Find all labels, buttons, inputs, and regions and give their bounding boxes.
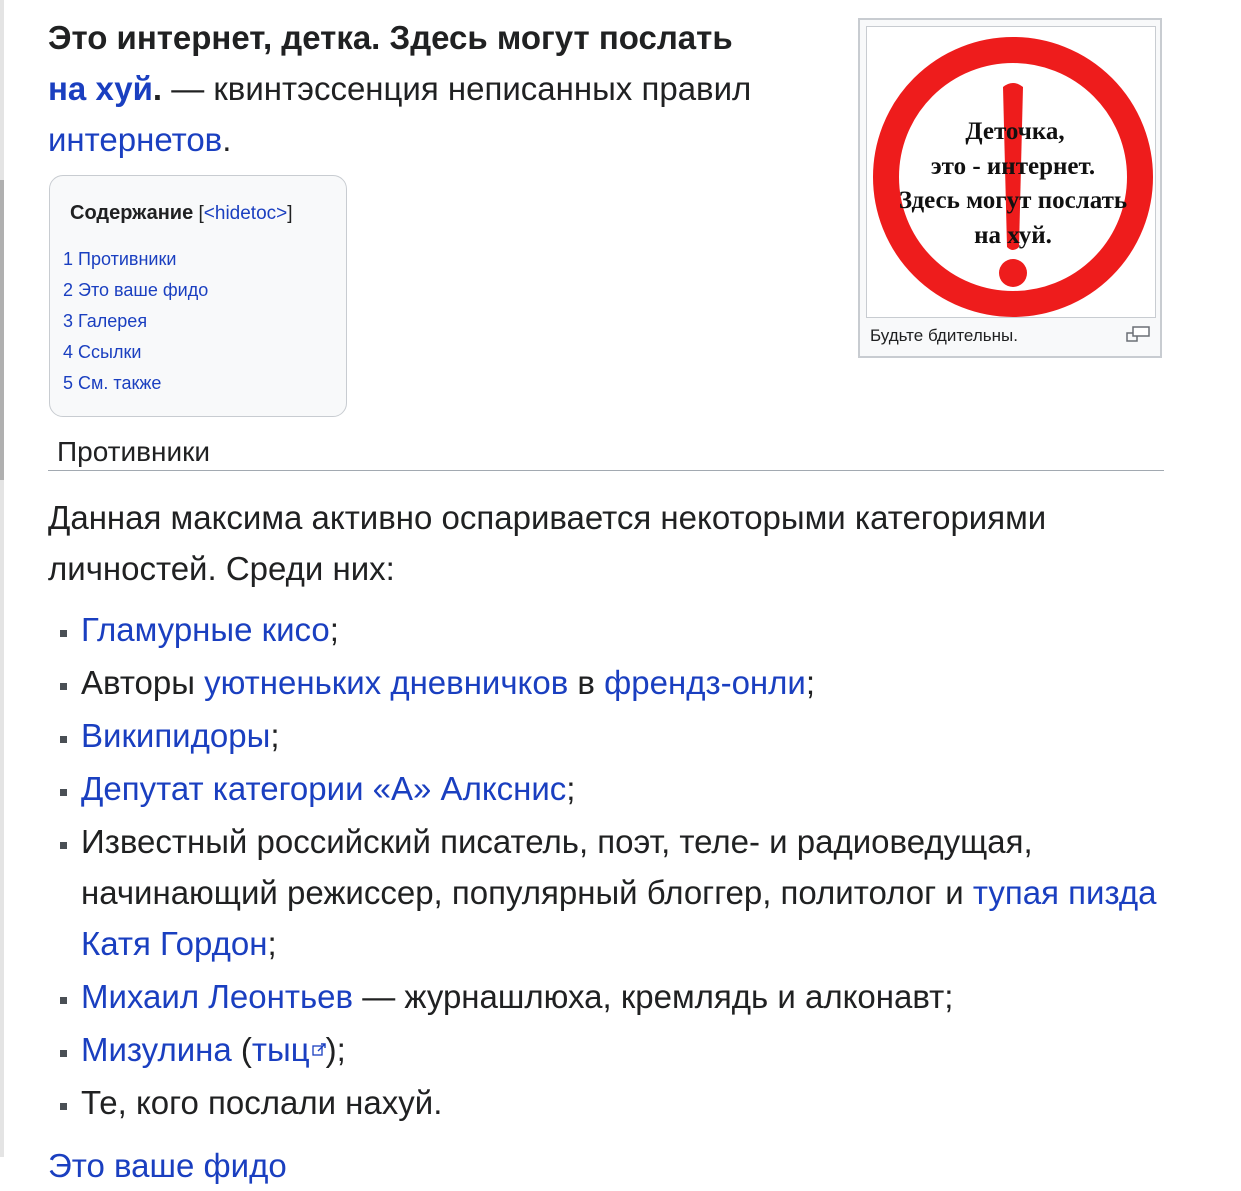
sign-line-3: Здесь могут послать [898,187,1128,214]
toc-item[interactable]: 5 См. также [63,373,162,393]
toc-title-row: Содержание [<hidetoc>] [70,202,293,224]
toc-hide-link[interactable]: <hidetoc> [203,203,288,224]
list-item-text: ( [231,1031,252,1068]
list-item [60,971,1170,1022]
toc-title: Содержание [70,202,194,224]
intro-end: . [222,121,232,158]
bullet-marker [60,842,67,849]
list-item [60,657,1170,708]
left-scroll-indicator [0,180,4,480]
toc-item[interactable]: 2 Это ваше фидо [63,280,209,300]
list-item [60,604,1170,655]
intro-paragraph [48,12,828,165]
external-link-icon[interactable] [312,1043,326,1057]
list-item-link[interactable]: тыц [251,1031,310,1068]
list-item-link[interactable]: уютненьких дневничков [204,664,569,701]
toc-item[interactable]: 1 Противники [63,249,177,269]
table-of-contents [49,175,347,417]
magnify-icon[interactable] [1126,326,1150,342]
list-item-text: Те, кого послали нахуй. [81,1084,443,1121]
left-scroll-edge [0,0,4,1157]
toc-list [63,244,208,399]
intro-bold-text: Это интернет, детка. Здесь могут послать [48,19,733,56]
list-item-link[interactable]: Гламурные кисо [81,611,330,648]
list-item-text: ; [805,664,816,701]
intro-bold-end: . [152,70,163,107]
list-item-text: в [568,664,605,701]
bullet-marker [60,789,67,796]
list-item-link[interactable]: Википидоры [81,717,271,754]
list-item [60,710,1170,761]
thumbnail-image[interactable] [866,26,1156,318]
list-item-text: ; [270,717,280,754]
list-item-text: — журнашлюха, кремлядь и алконавт; [353,978,954,1015]
bullet-marker [60,630,67,637]
thumbnail-frame [858,18,1162,358]
list-item [60,1077,1170,1128]
list-item-link[interactable]: Депутат категории «А» Алкснис [81,770,567,807]
list-item-link[interactable]: тупая пизда Катя Гордон [81,874,1157,962]
bullet-marker [60,683,67,690]
toc-item[interactable]: 3 Галерея [63,311,148,331]
list-item [60,763,1170,814]
list-item [60,1024,1170,1075]
list-item-link[interactable]: Михаил Леонтьев [81,978,354,1015]
bullet-marker [60,1050,67,1057]
bullet-marker [60,1103,67,1110]
list-item-text: Известный российский писатель, поэт, теле- и радиоведущая, начинающий режиссер, популярный блоггер, политолог и [81,823,1033,911]
sign-line-2: это - интернет. [930,153,1096,180]
list-item-text: Авторы [81,664,205,701]
list-item-text: ; [566,770,576,807]
warning-sign-image [867,27,1156,318]
section-heading [48,433,1164,471]
cut-off-link[interactable]: Это ваше фидо [48,1147,287,1184]
thumbnail-caption: Будьте бдительны. [870,326,1018,345]
intro-internet-link[interactable]: интернетов [48,121,223,158]
intro-dash-text: — квинтэссенция неписанных правил [162,70,752,107]
toc-item[interactable]: 4 Ссылки [63,342,142,362]
list-item-text: ; [267,925,277,962]
bullet-marker [60,997,67,1004]
opponents-list [60,604,1170,1130]
list-item-link[interactable]: френдз-онли [604,664,806,701]
list-item [60,816,1170,969]
list-item-link[interactable]: Мизулина [81,1031,232,1068]
intro-bold-link[interactable]: на хуй [48,70,153,107]
section-paragraph: Данная максима активно оспаривается некоторыми категориями личностей. Среди них: [48,499,1047,587]
sign-line-1: Деточка, [965,118,1065,145]
list-item-text: ); [325,1031,346,1068]
sign-line-4: на хуй. [974,222,1052,249]
list-item-text: ; [329,611,339,648]
bullet-marker [60,736,67,743]
section-heading-text: Противники [57,436,210,467]
